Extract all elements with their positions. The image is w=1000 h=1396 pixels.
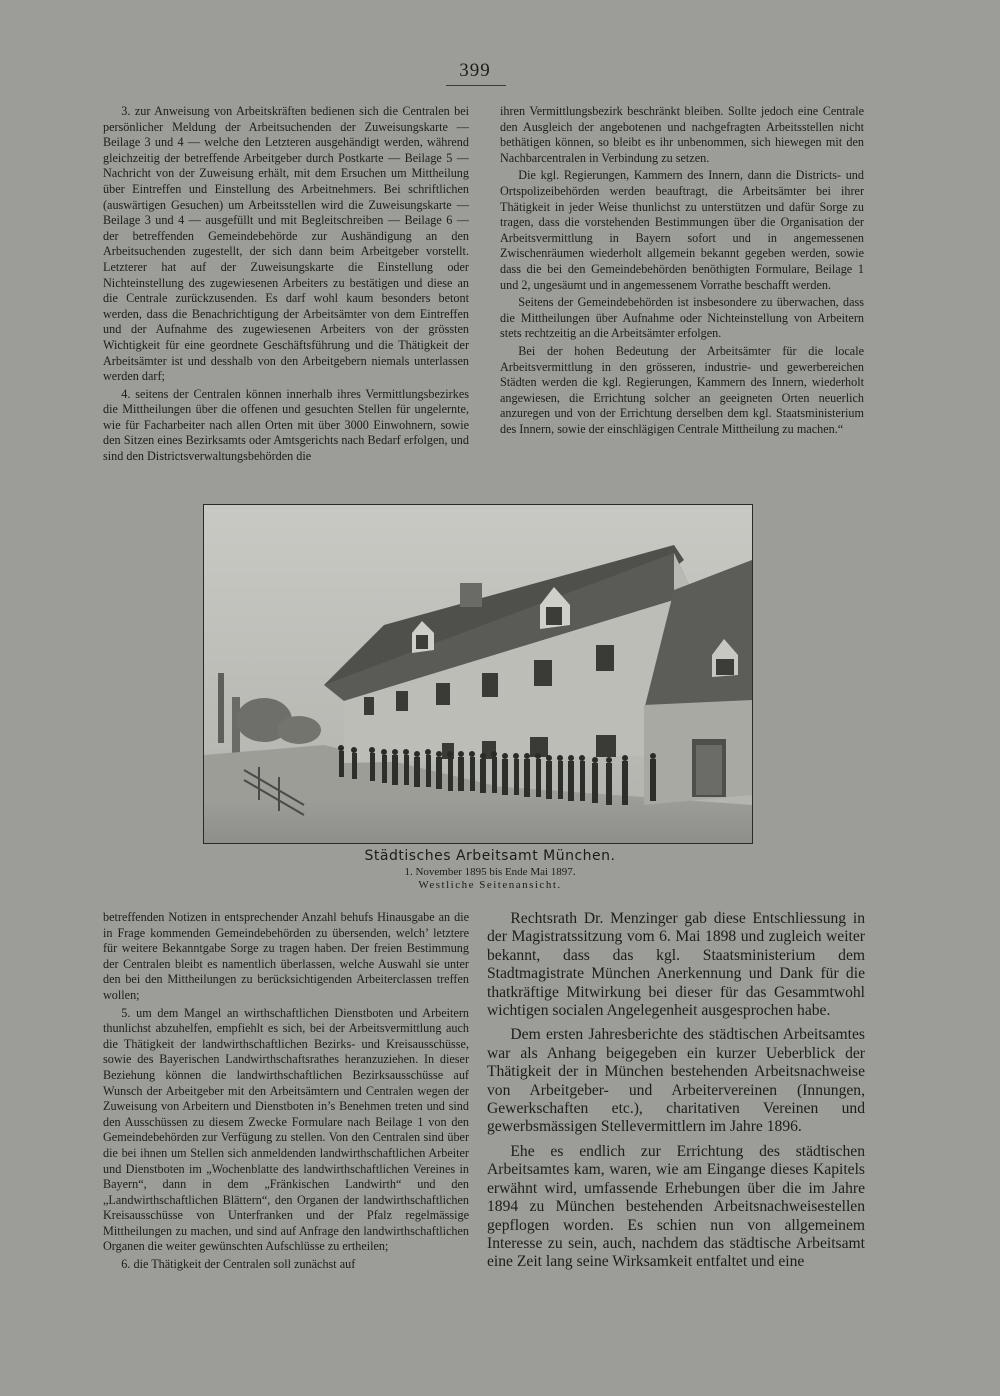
top-right-column — [500, 104, 864, 437]
paragraph: Ehe es endlich zur Errichtung des städtischen Arbeitsamtes kam, waren, wie am Eingange dieses Kapitels erwähnt wird, umfassende Erhebungen über die im Jahre 1894 zu München bestehenden Arbeitsnachweisestellen gepflogen worden. Es schien nun von allgemeinem Interesse zu sein, auch, nachdem das städtische Arbeitsamt eine Zeit lang seine Wirksamkeit entfaltet und eine — [487, 1142, 865, 1271]
paragraph: 6. die Thätigkeit der Centralen soll zunächst auf — [121, 1257, 356, 1272]
paragraph: betreffenden Notizen in entsprechender Anzahl behufs Hinausgabe an die in Frage kommenden Gemeindebehörden zu übersenden, welch’ letztere für weitere Bekanntgabe Sorge zu tragen haben. Der freien Bestimmung der Centralen bleibt es namentlich überlassen, welche Auswahl sie unter den bei den Mittheilungen zu berücksichtigenden Arbeiterclassen treffen wollen; — [103, 910, 469, 1002]
building-photograph — [203, 504, 753, 844]
paragraph: 4. seitens der Centralen können innerhalb ihres Vermittlungsbezirkes die Mittheilungen über die offenen und gesuchten Stellen für ungelernte, wie für Facharbeiter nach allen Orten mit über 3000 Einwohnern, sowie den Sitzen eines Bezirksamts oder Amtsgerichts nach Bedarf erfolgen, und sind den Districtsverwaltungsbehörden die — [103, 386, 469, 464]
figure-caption-dates: 1. November 1895 bis Ende Mai 1897. — [404, 866, 576, 878]
paragraph: Die kgl. Regierungen, Kammern des Innern, dann die Districts- und Ortspolizeibehörden werden beauftragt, die Arbeitsämter bei ihrer Thätigkeit in jeder Weise thunlichst zu unterstützen und dafür Sorge zu tragen, dass die vorstehenden Bestimmungen über die Organisation der Arbeitsvermittlung in Bayern sofort und in angemessenen Zwischenräumen wiederholt allgemein bekannt gegeben werden, sowie dass die bei den Gemeindebehörden benöthigten Formulare, Beilage 1 und 2, ungesäumt und in angemessenem Vorrathe beschafft werden. — [500, 168, 864, 292]
bottom-right-column — [487, 910, 865, 1272]
paragraph: 3. zur Anweisung von Arbeitskräften bedienen sich die Centralen bei persönlicher Meldung der Arbeitsuchenden der Zuweisungskarte — Beilage 3 und 4 — welche den Letzteren ausgehändigt werden, während gleichzeitig der betreffende Arbeitgeber durch Postkarte — Beilage 5 — Nachricht von der Zuweisung erhält, mit dem Ersuchen um Mittheilung über Eintreffen und Einstellung des Arbeitnehmers. Bei schriftlichen (auswärtigen Gesuchen) um Arbeitsstellen wird die Zuweisungskarte — Beilage 3 und 4 — ausgefüllt und mit Begleitschreiben — Beilage 6 — der betreffenden Gemeindebehörde zur Aushändigung an den Arbeitsuchenden zugestellt, der sich dann beim Arbeitgeber vorstellt. Letzterer hat auf der Zuweisungskarte die Einstellung oder Nichteinstellung des zugewiesenen Arbeiters zu bestätigen und diese an die Centrale zurückzusenden. Es darf wohl kaum besonders betont werden, dass die Benachrichtigung der Arbeitsämter von dem Eintreffen und der Aufnahme des zugewiesenen Arbeiters von der grössten Wichtigkeit für eine geordnete Geschäftsführung und die Thätigkeit der Arbeitsämter ist und desshalb von den Arbeitgebern niemals unterlassen werden darf; — [103, 104, 469, 384]
paragraph: Rechtsrath Dr. Menzinger gab diese Entschliessung in der Magistratssitzung vom 6. Mai 1898 und zugleich weiter bekannt, dass das kgl. Staatsministerium dem Stadtmagistrate München Anerkennung und Dank für die thatkräftige Mitwirkung bei dieser für das Gesammtwohl wichtigen socialen Angelegenheit ausgesprochen habe. — [487, 910, 865, 1020]
paragraph: Dem ersten Jahresberichte des städtischen Arbeitsamtes war als Anhang beigegeben ein kurzer Ueberblick der Thätigkeit der in München bestehenden Arbeitsnachweise von Arbeitgeber- und Arbeitervereinen (Innungen, Gewerkschaften etc.), charitativen Vereinen und gewerbsmässigen Stellevermittlern im Jahre 1896. — [487, 1026, 865, 1136]
paragraph: ihren Vermittlungsbezirk beschränkt bleiben. Sollte jedoch eine Centrale den Ausgleich der angebotenen und nachgefragten Arbeitsstellen nicht bethätigen können, so bleibt es ihr unbenommen, sich hiewegen mit den Nachbarcentralen in Verbindung zu setzen. — [500, 104, 864, 165]
paragraph: 5. um dem Mangel an wirthschaftlichen Dienstboten und Arbeitern thunlichst abzuhelfen, empfiehlt es sich, bei der Arbeitsvermittlung auch die Thätigkeit der landwirthschaftlichen Bezirks- und Kreisausschüsse, sowie des Bayerischen Landwirthschaftsrathes heranzuziehen. In dieser Beziehung können die landwirthschaftlichen Bezirksausschüsse auf Wunsch der Arbeitgeber mit den Arbeitsämtern und Centralen wegen der Zuweisung von Arbeitern und Dienstboten in’s Benehmen treten und sind den Ausschüssen zu diesem Zwecke Formulare nach Beilage 1 von den Gemeindebehörden zur Verfügung zu stellen. Von den Centralen sind über die bei ihnen um Stellen sich anmeldenden landwirthschaftlichen Arbeiter und Dienstboten im „Wochenblatte des landwirthschaftlichen Vereines in Bayern“, dann in dem „Fränkischen Landwirth“ und den „Landwirthschaftlichen Blättern“, den Organen der landwirthschaftlichen Kreisausschüsse von Unterfranken und der Pfalz regelmässige Mittheilungen zu machen, und sind auf Anfrage den landwirthschaftlichen Organen die weiter gewünschten Aufschlüsse zu ertheilen; — [103, 1005, 469, 1254]
page-number-rule — [446, 85, 506, 86]
paragraph: Seitens der Gemeindebehörden ist insbesondere zu überwachen, dass die Mittheilungen über Aufnahme oder Nichteinstellung von Arbeitern stets rechtzeitig an die Arbeitsämter erfolgen. — [500, 295, 864, 341]
paragraph: Bei der hohen Bedeutung der Arbeitsämter für die locale Arbeitsvermittlung in den grösseren, industrie- und gewerbereichen Städten werden die kgl. Regierungen, Kammern des Innern, wiederholt angewiesen, die Errichtung solcher an geeigneten Orten neuerlich anzuregen und von der Errichtung derselben dem kgl. Staatsministerium des Innern, sowie der einschlägigen Centrale Mittheilung zu machen.“ — [500, 343, 864, 436]
figure-caption-view: Westliche Seitenansicht. — [418, 879, 562, 891]
bottom-left-column — [103, 910, 469, 1273]
top-left-column — [103, 104, 469, 465]
page-number: 399 — [459, 60, 491, 81]
building-photo-illustration — [204, 505, 752, 843]
figure-caption-title: Städtisches Arbeitsamt München. — [364, 848, 616, 864]
